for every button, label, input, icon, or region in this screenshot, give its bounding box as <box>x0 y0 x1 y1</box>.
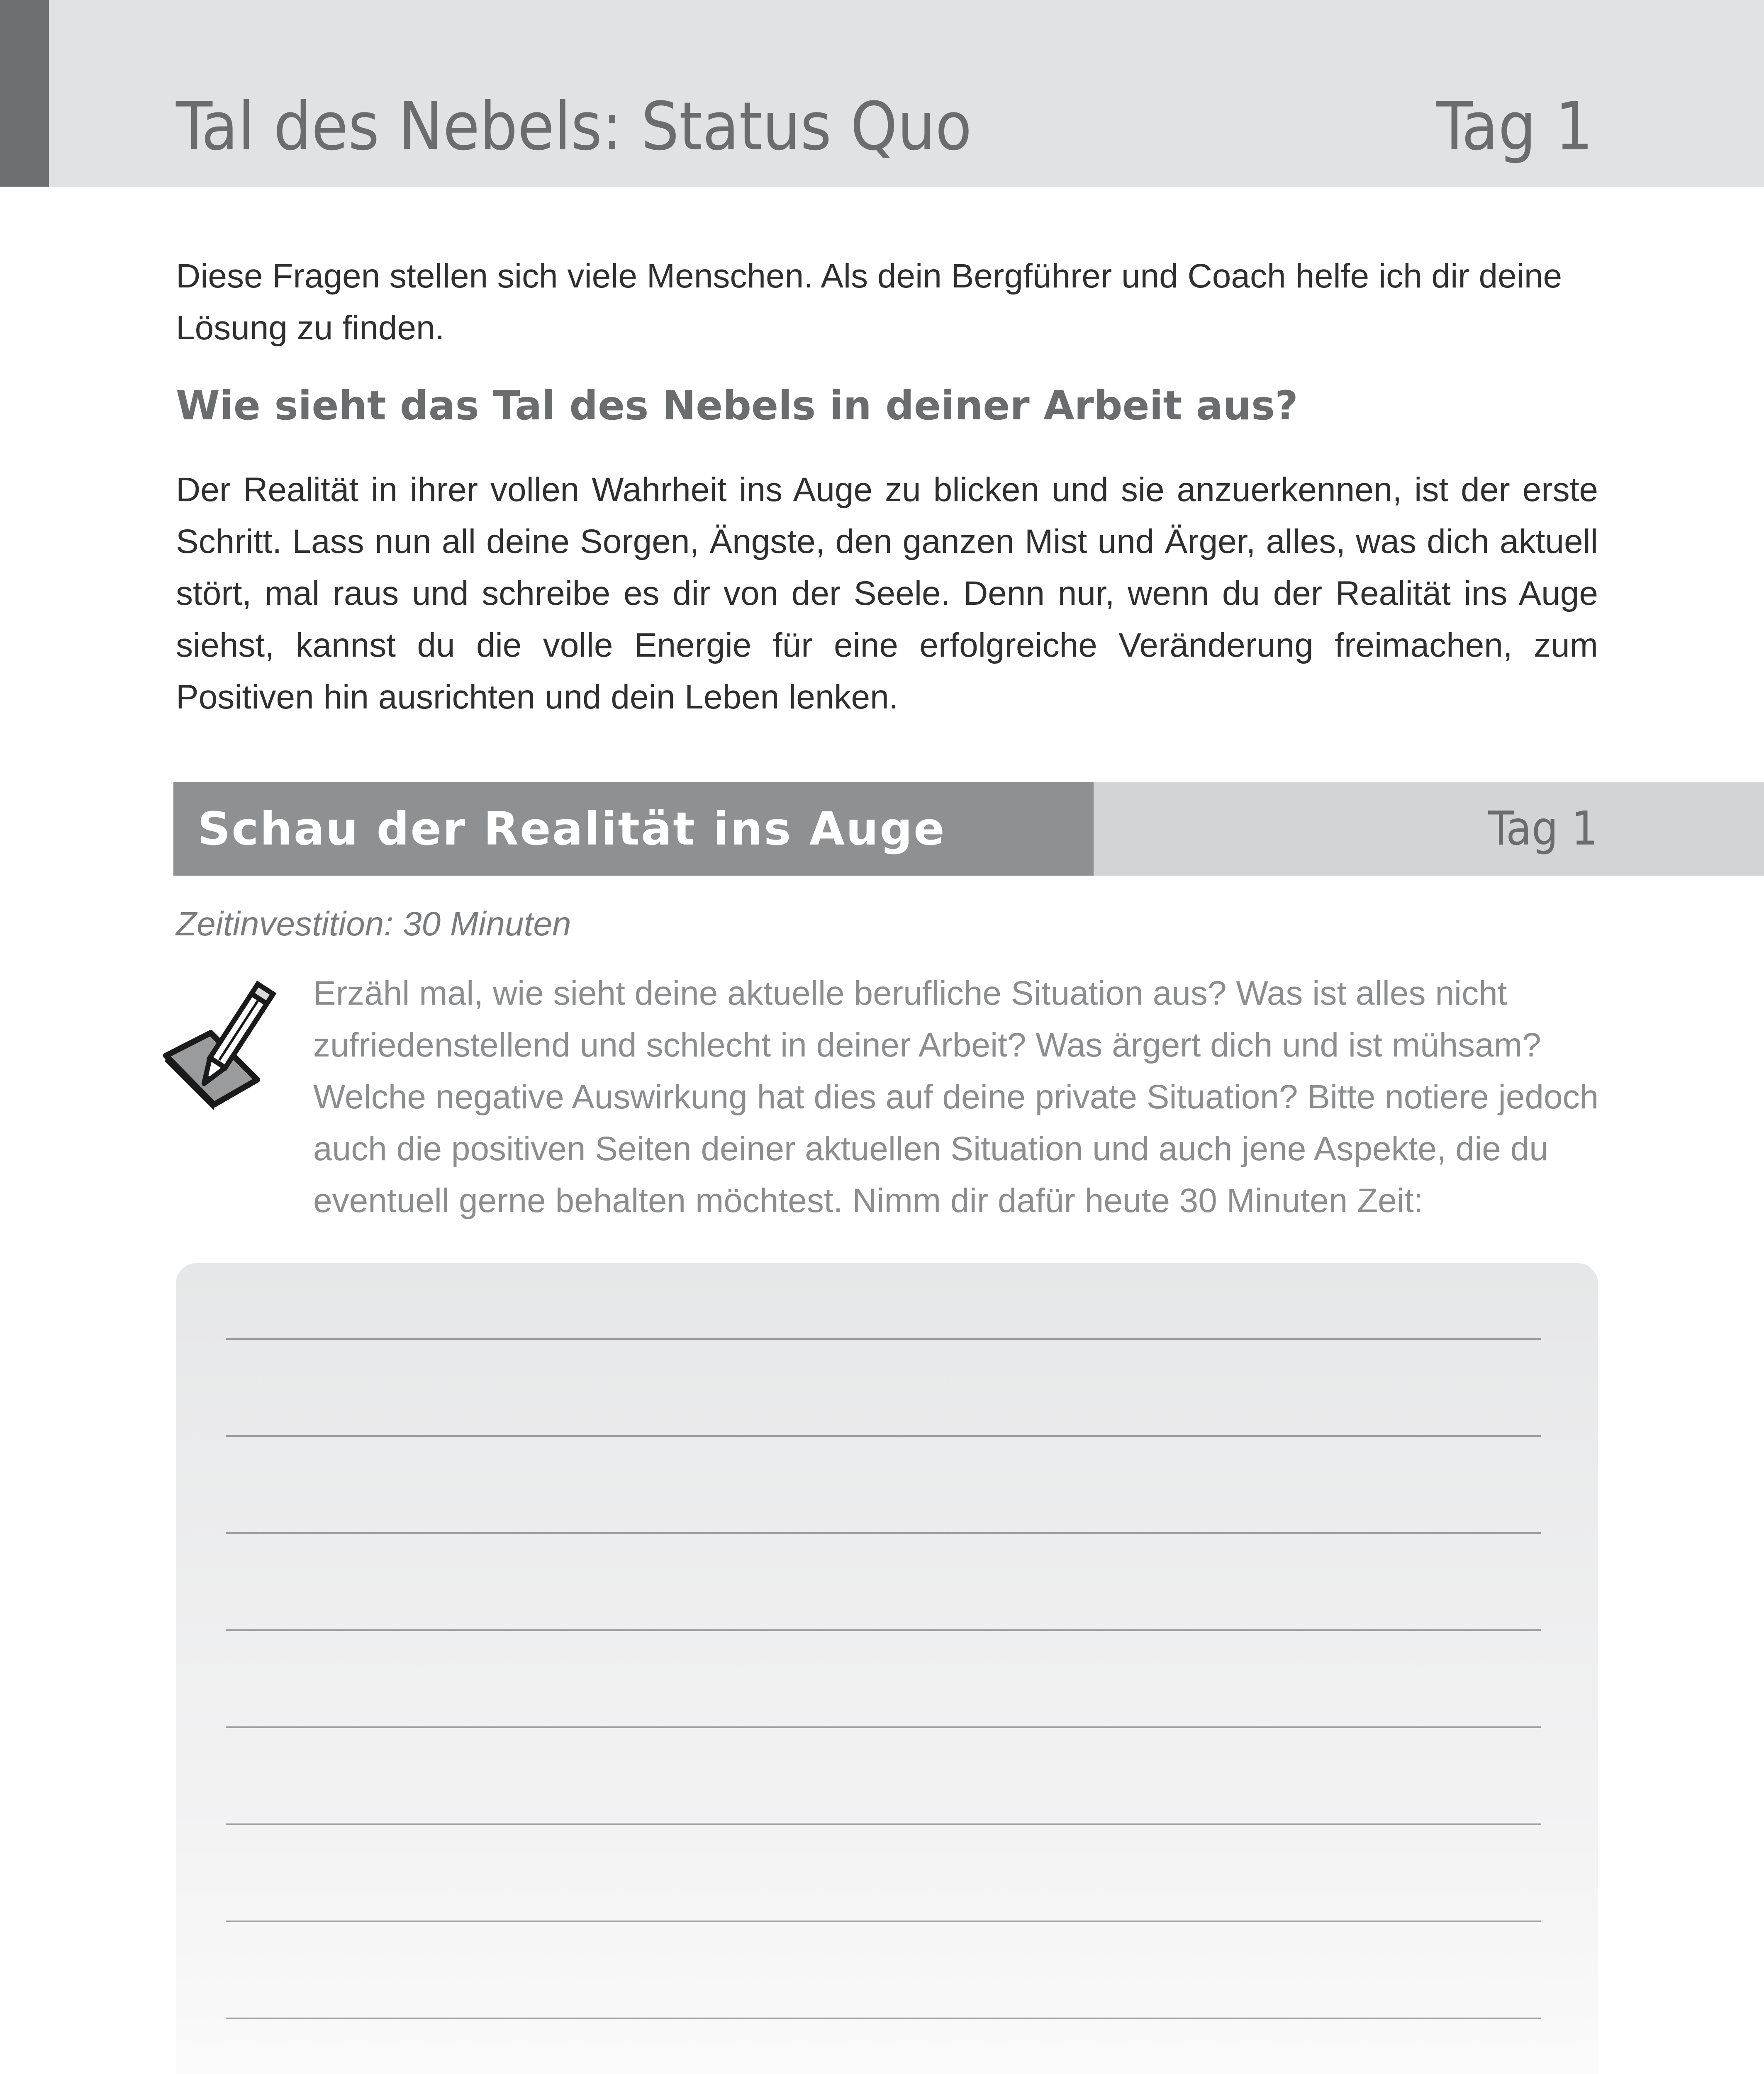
page-title: Tal des Nebels: Status Quo <box>176 88 972 165</box>
time-investment-note: Zeitinvestition: 30 Minuten <box>176 905 571 943</box>
writing-line[interactable] <box>226 2018 1541 2019</box>
writing-area[interactable] <box>176 1263 1598 2074</box>
pencil-writing-icon <box>161 973 285 1122</box>
header-accent-bar <box>0 0 49 187</box>
header-day-label: Tag 1 <box>1436 88 1593 165</box>
exercise-title: Schau der Realität ins Auge <box>197 802 946 855</box>
section-subheading: Wie sieht das Tal des Nebels in deiner Arbeit aus? <box>176 382 1298 429</box>
writing-line[interactable] <box>226 1921 1541 1922</box>
writing-line[interactable] <box>226 1726 1541 1728</box>
writing-line[interactable] <box>226 1629 1541 1631</box>
intro-paragraph: Diese Fragen stellen sich viele Menschen. Als dein Bergführer und Coach helfe ich dir deine Lösung zu finden. <box>176 257 1562 347</box>
exercise-title-block <box>173 782 1094 876</box>
exercise-prompt: Erzähl mal, wie sieht deine aktuelle berufliche Situation aus? Was ist alles nicht zufriedenstellend und schlecht in deiner Arbeit? Was ärgert dich und ist mühsam? Welche negative Auswirkung hat dies auf deine private Situation? Bitte notiere jedoch auch die positiven Seiten deiner aktuellen Situation und auch jene Aspekte, die du eventuell gerne behalten möchtest. Nimm dir dafür heute 30 Minuten Zeit: <box>313 974 1599 1220</box>
writing-line[interactable] <box>226 1435 1541 1437</box>
exercise-day-label: Tag 1 <box>1488 802 1598 856</box>
writing-line[interactable] <box>226 1532 1541 1534</box>
page-header <box>0 0 1764 187</box>
body-paragraph: Der Realität in ihrer vollen Wahrheit ins Auge zu blicken und sie anzuerkennen, ist der erste Schritt. Lass nun all deine Sorgen, Ängste, den ganzen Mist und Ärger, alles, was dich aktuell stört, mal raus und schreibe es dir von der Seele. Denn nur, wenn du der Realität ins Auge siehst, kannst du die volle Energie für eine erfolgreiche Veränderung freimachen, zum Positiven hin ausrichten und dein Leben lenken. <box>176 471 1598 716</box>
exercise-header-bar <box>173 782 1764 876</box>
writing-line[interactable] <box>226 1823 1541 1825</box>
writing-line[interactable] <box>226 1338 1541 1340</box>
